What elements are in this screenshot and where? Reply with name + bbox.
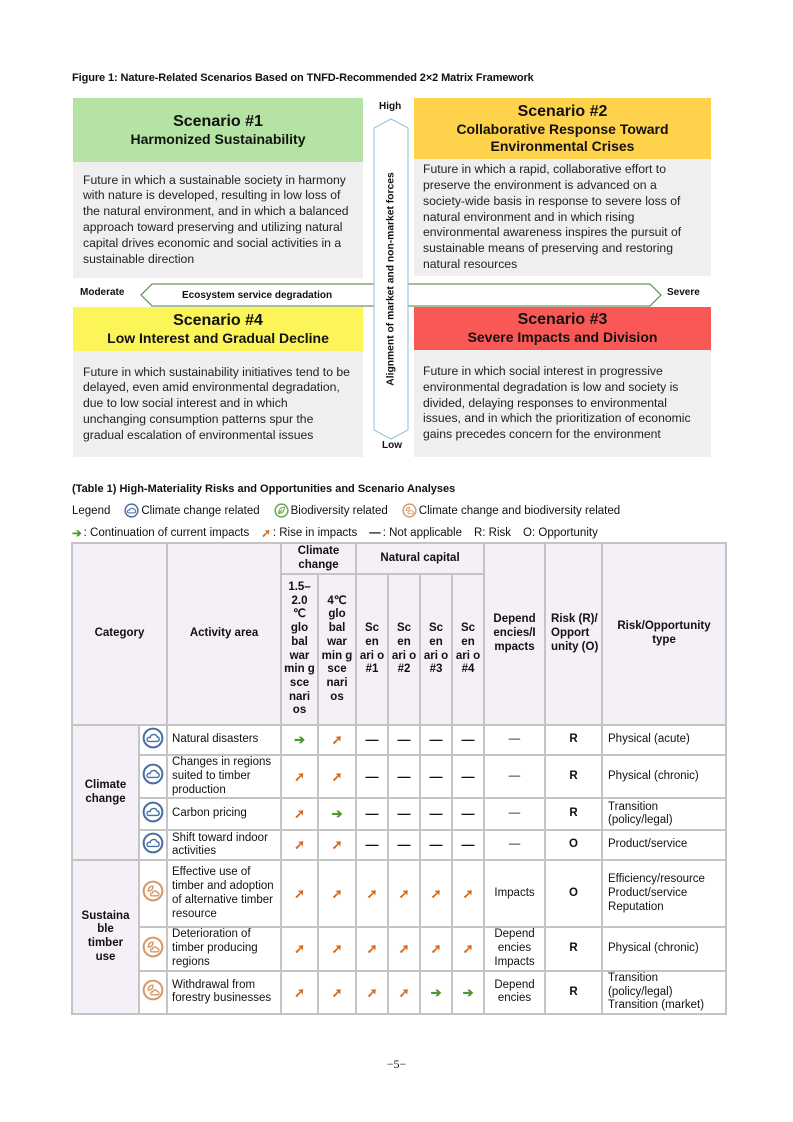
legend-item-both-label: Climate change and biodiversity related [418, 504, 621, 517]
axis-low-label: Low [382, 440, 402, 451]
risk-opportunity-type-cell: Physical (chronic) [602, 755, 726, 798]
activity-area-cell: Effective use of timber and adoption of alternative timber resource [167, 860, 281, 927]
scenario-2-rise-arrow-icon: ➚ [388, 860, 420, 927]
scenario-2-name: Collaborative Response Toward Environmental Crises [456, 120, 669, 154]
scenario-3-quadrant [414, 307, 711, 457]
scenario-3-description-text: Future in which social interest in progressive environmental degradation is low and society is divided, delaying responses to environmental issues, and in which the prioritization of economic gains precedes concern for the environment [423, 364, 691, 442]
risk-opportunity-type-cell: Physical (chronic) [602, 927, 726, 970]
scenario-2-number: Scenario #2 [517, 102, 608, 120]
legend [72, 503, 634, 518]
header-scenario-1: Sc en ari o #1 [356, 574, 388, 725]
dependencies-impacts-cell: — [484, 725, 545, 755]
4c-scenario-rise-arrow-icon: ➚ [318, 971, 356, 1014]
opportunity-legend-text: O: Opportunity [523, 527, 598, 539]
1-5-2-0-scenario-rise-arrow-icon: ➚ [281, 971, 318, 1014]
cloud-leaf-icon [139, 927, 167, 970]
scenario-2-description-text: Future in which a rapid, collaborative effort to preserve the environment is advanced on a society-wide basis in response to severe loss of natural environment and in which rising environmental awareness inspires the pursuit of sustainable means of preserving and restoring natural resources [423, 162, 682, 271]
cloud-icon [139, 725, 167, 755]
1-5-2-0-scenario-rise-arrow-icon: ➚ [281, 830, 318, 860]
risk-opportunity-cell: R [545, 927, 602, 970]
risk-opportunity-type-cell: Efficiency/resource Product/service Reputation [602, 860, 726, 927]
scenario-4-quadrant [73, 307, 363, 457]
table-body [72, 725, 726, 1014]
scenario-1-not-applicable-dash-icon: — [356, 830, 388, 860]
legend-item-both [402, 503, 620, 518]
activity-area-cell: Carbon pricing [167, 798, 281, 830]
axis-moderate-label: Moderate [80, 287, 125, 298]
scenario-4-continuation-arrow-icon: ➔ [452, 971, 484, 1014]
category-cell: Sustaina ble timber use [72, 860, 139, 1014]
risk-opportunity-cell: O [545, 830, 602, 860]
scenario-1-number: Scenario #1 [173, 112, 263, 130]
header-scenario-3: Sc en ari o #3 [420, 574, 452, 725]
header-activity-area: Activity area [167, 543, 281, 725]
activity-area-cell: Changes in regions suited to timber production [167, 755, 281, 798]
scenario-4-number: Scenario #4 [173, 311, 263, 329]
dependencies-impacts-cell: Depend encies Impacts [484, 927, 545, 970]
legend-item-climate-label: Climate change related [141, 504, 260, 517]
1-5-2-0-scenario-rise-arrow-icon: ➚ [281, 860, 318, 927]
scenario-1-not-applicable-dash-icon: — [356, 755, 388, 798]
table-row [72, 971, 726, 1014]
risk-opportunity-type-cell: Physical (acute) [602, 725, 726, 755]
dependencies-impacts-cell: Impacts [484, 860, 545, 927]
scenario-2-rise-arrow-icon: ➚ [388, 927, 420, 970]
risk-opportunity-type-cell: Product/service [602, 830, 726, 860]
risk-opportunity-cell: R [545, 798, 602, 830]
scenario-4-rise-arrow-icon: ➚ [452, 927, 484, 970]
4c-scenario-rise-arrow-icon: ➚ [318, 755, 356, 798]
rise-legend-text: : Rise in impacts [272, 527, 358, 539]
cloud-icon [139, 798, 167, 830]
activity-area-cell: Natural disasters [167, 725, 281, 755]
1-5-2-0-scenario-rise-arrow-icon: ➚ [281, 755, 318, 798]
axis-high-label: High [379, 101, 402, 112]
scenario-3-not-applicable-dash-icon: — [420, 830, 452, 860]
scenario-1-not-applicable-dash-icon: — [356, 798, 388, 830]
scenario-2-rise-arrow-icon: ➚ [388, 971, 420, 1014]
axis-severe-label: Severe [667, 287, 700, 298]
legend-item-biodiversity [274, 503, 388, 518]
not-applicable-legend-text: : Not applicable [382, 527, 462, 539]
dependencies-impacts-cell: — [484, 830, 545, 860]
risk-opportunity-cell: R [545, 755, 602, 798]
4c-scenario-rise-arrow-icon: ➚ [318, 927, 356, 970]
scenario-1-quadrant [73, 98, 363, 278]
dependencies-impacts-cell: Depend encies [484, 971, 545, 1014]
scenario-1-description-text: Future in which a sustainable society in harmony with nature is developed, resulting in low loss of the natural environment, and in which a balanced approach toward preserving and utilizing natural capital drives economic and social activities in a sustainable direction [83, 172, 349, 266]
scenario-2-header [414, 98, 711, 159]
cloud-icon [139, 755, 167, 798]
scenario-3-not-applicable-dash-icon: — [420, 725, 452, 755]
table-title: (Table 1) High-Materiality Risks and Opportunities and Scenario Analyses [72, 483, 456, 495]
header-climate-change: Climate change [281, 543, 356, 574]
risk-opportunity-table [71, 542, 727, 1015]
scenario-3-header [414, 307, 711, 350]
scenario-4-not-applicable-dash-icon: — [452, 755, 484, 798]
header-1-5-2-0-scenario: 1.5– 2.0 ℃ glo bal war min g sce nari os [281, 574, 318, 725]
rise-arrow-icon: ➚ [261, 528, 271, 540]
cloud-icon [139, 830, 167, 860]
header-scenario-4: Sc en ari o #4 [452, 574, 484, 725]
header-type: Risk/Opportunity type [602, 543, 726, 725]
scenario-1-name: Harmonized Sustainability [130, 130, 306, 147]
header-category: Category [72, 543, 167, 725]
risk-opportunity-cell: R [545, 725, 602, 755]
scenario-3-not-applicable-dash-icon: — [420, 798, 452, 830]
header-natural-capital: Natural capital [356, 543, 484, 574]
scenario-2-not-applicable-dash-icon: — [388, 755, 420, 798]
cloud-leaf-icon [139, 971, 167, 1014]
risk-legend-text: R: Risk [473, 527, 512, 539]
4c-scenario-rise-arrow-icon: ➚ [318, 860, 356, 927]
table-row [72, 927, 726, 970]
table-row [72, 798, 726, 830]
horizontal-axis-label: Ecosystem service degradation [182, 290, 333, 301]
header-scenario-2: Sc en ari o #2 [388, 574, 420, 725]
scenario-2-not-applicable-dash-icon: — [388, 798, 420, 830]
continuation-arrow-icon: ➔ [72, 528, 82, 540]
4c-scenario-rise-arrow-icon: ➚ [318, 830, 356, 860]
scenario-3-continuation-arrow-icon: ➔ [420, 971, 452, 1014]
scenario-4-description [73, 351, 363, 457]
legend-item-climate [124, 503, 259, 518]
scenario-3-name: Severe Impacts and Division [467, 329, 658, 345]
scenario-3-not-applicable-dash-icon: — [420, 755, 452, 798]
scenario-2-description [414, 159, 711, 276]
table-row [72, 860, 726, 927]
scenario-2-not-applicable-dash-icon: — [388, 830, 420, 860]
scenario-3-rise-arrow-icon: ➚ [420, 927, 452, 970]
dependencies-impacts-cell: — [484, 755, 545, 798]
scenario-4-not-applicable-dash-icon: — [452, 798, 484, 830]
scenario-4-description-text: Future in which sustainability initiatives tend to be delayed, even amid environmental degradation, due to low social interest and in which unchanging consumption patterns spur the gradual escalation of environmental issues [83, 364, 350, 442]
symbol-legend [72, 526, 600, 540]
scenario-1-header [73, 98, 363, 162]
risk-opportunity-cell: O [545, 860, 602, 927]
1-5-2-0-scenario-rise-arrow-icon: ➚ [281, 927, 318, 970]
continuation-legend-text: : Continuation of current impacts [83, 527, 250, 539]
1-5-2-0-scenario-continuation-arrow-icon: ➔ [281, 725, 318, 755]
activity-area-cell: Deterioration of timber producing regions [167, 927, 281, 970]
figure-title: Figure 1: Nature-Related Scenarios Based on TNFD-Recommended 2×2 Matrix Framework [72, 72, 534, 84]
scenario-4-not-applicable-dash-icon: — [452, 725, 484, 755]
leaf-icon [274, 503, 289, 518]
legend-label: Legend [72, 504, 111, 517]
scenario-1-description [73, 162, 363, 278]
1-5-2-0-scenario-rise-arrow-icon: ➚ [281, 798, 318, 830]
dependencies-impacts-cell: — [484, 798, 545, 830]
scenario-1-rise-arrow-icon: ➚ [356, 971, 388, 1014]
cloud-leaf-icon [402, 503, 417, 518]
scenario-2-not-applicable-dash-icon: — [388, 725, 420, 755]
4c-scenario-continuation-arrow-icon: ➔ [318, 798, 356, 830]
risk-opportunity-cell: R [545, 971, 602, 1014]
category-cell: Climate change [72, 725, 139, 860]
scenario-4-rise-arrow-icon: ➚ [452, 860, 484, 927]
risk-opportunity-type-cell: Transition (policy/legal) Transition (market) [602, 971, 726, 1014]
scenario-1-rise-arrow-icon: ➚ [356, 927, 388, 970]
cloud-leaf-icon [139, 860, 167, 927]
cloud-icon [124, 503, 139, 518]
table-row [72, 725, 726, 755]
table-row [72, 830, 726, 860]
not-applicable-dash-icon: — [369, 527, 381, 539]
4c-scenario-rise-arrow-icon: ➚ [318, 725, 356, 755]
header-dependencies-impacts: Depend encies/I mpacts [484, 543, 545, 725]
scenario-3-description [414, 350, 711, 457]
page-number: −5− [386, 1057, 407, 1071]
scenario-4-header [73, 307, 363, 351]
header-4c-scenario: 4℃ glo bal war min g sce nari os [318, 574, 356, 725]
scenario-3-number: Scenario #3 [517, 311, 608, 328]
scenario-4-name: Low Interest and Gradual Decline [107, 329, 329, 346]
scenario-1-not-applicable-dash-icon: — [356, 725, 388, 755]
risk-opportunity-type-cell: Transition (policy/legal) [602, 798, 726, 830]
scenario-4-not-applicable-dash-icon: — [452, 830, 484, 860]
vertical-axis-label: Alignment of market and non-market forces [385, 172, 397, 386]
activity-area-cell: Withdrawal from forestry businesses [167, 971, 281, 1014]
table-row [72, 755, 726, 798]
scenario-2-quadrant [414, 98, 711, 276]
scenario-1-rise-arrow-icon: ➚ [356, 860, 388, 927]
scenario-3-rise-arrow-icon: ➚ [420, 860, 452, 927]
header-risk-opportunity: Risk (R)/ Opport unity (O) [545, 543, 602, 725]
legend-item-biodiversity-label: Biodiversity related [290, 504, 388, 517]
activity-area-cell: Shift toward indoor activities [167, 830, 281, 860]
